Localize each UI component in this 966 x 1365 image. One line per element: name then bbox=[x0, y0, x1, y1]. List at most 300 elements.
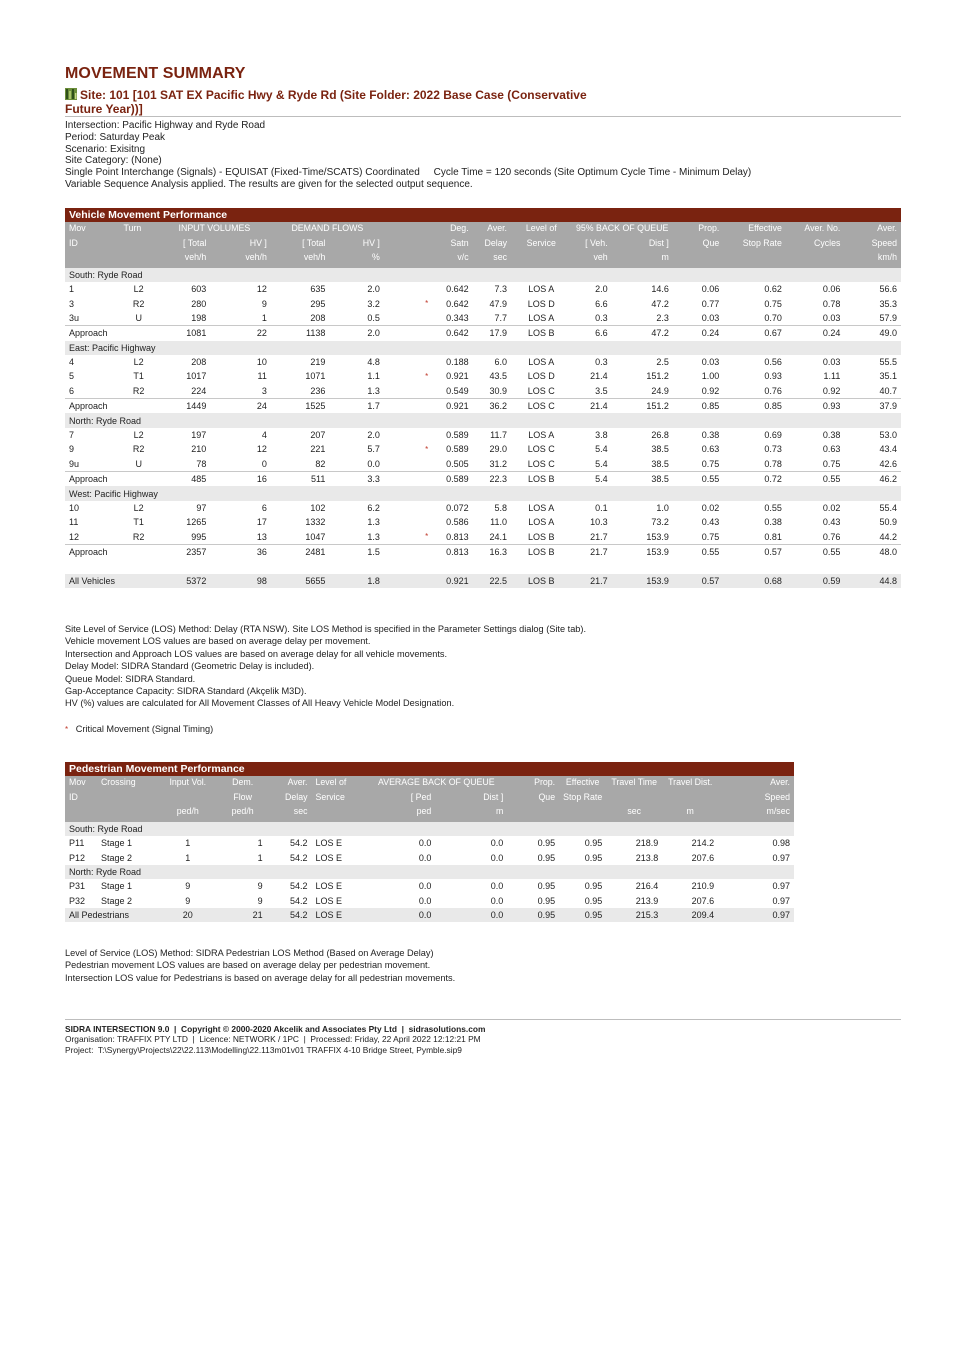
approach-total-row bbox=[65, 544, 901, 559]
pedestrian-data-cell: 54.2 bbox=[289, 881, 308, 892]
movement-id-cell: 9 bbox=[69, 444, 75, 455]
vehicle-data-cell: 1017 bbox=[186, 371, 207, 382]
critical-star-icon bbox=[384, 457, 428, 472]
vehicle-data-cell: 1081 bbox=[158, 326, 210, 341]
movement-id-cell: 11 bbox=[69, 517, 79, 528]
vehicle-data-cell: 0.56 bbox=[764, 357, 782, 368]
vehicle-data-cell: 153.9 bbox=[612, 544, 673, 559]
pedestrian-data-cell: 207.6 bbox=[691, 852, 715, 863]
movement-id-cell: 1 bbox=[69, 284, 75, 295]
vehicle-data-cell: 50.9 bbox=[879, 517, 897, 528]
pedestrian-data-cell: LOS E bbox=[315, 852, 343, 863]
vehicle-data-cell: 16 bbox=[210, 472, 271, 487]
vehicle-data-cell: 1.5 bbox=[329, 544, 383, 559]
critical-star-icon: * bbox=[65, 724, 69, 734]
pedestrian-header-cell: Speed bbox=[718, 792, 794, 806]
pedestrian-header-cell: ped/h bbox=[219, 806, 267, 821]
vehicle-data-cell: Approach bbox=[65, 326, 120, 341]
vehicle-data-cell: 46.2 bbox=[844, 472, 901, 487]
movement-id-cell: 3u bbox=[69, 312, 80, 323]
vehicle-data-cell: 0.63 bbox=[822, 444, 841, 455]
pedestrian-header-cell bbox=[559, 806, 606, 821]
pedestrian-header-cell bbox=[97, 806, 157, 821]
vehicle-data-cell: 5.4 bbox=[595, 458, 608, 469]
pedestrian-data-cell: 54.2 bbox=[289, 852, 308, 863]
vehicle-data-cell: 21.4 bbox=[590, 371, 608, 382]
pedestrian-data-cell: 20 bbox=[157, 908, 219, 922]
vehicle-data-cell: 78 bbox=[196, 458, 207, 469]
vehicle-data-cell: L2 bbox=[133, 357, 144, 368]
vehicle-data-cell: 0.549 bbox=[446, 385, 469, 396]
approach-name: South: Ryde Road bbox=[65, 822, 794, 836]
vehicle-data-cell: T1 bbox=[133, 517, 144, 528]
vehicle-data-cell: 0.55 bbox=[673, 472, 723, 487]
vehicle-data-cell: 208 bbox=[310, 312, 326, 323]
vehicle-data-cell: 56.6 bbox=[879, 284, 897, 295]
vehicle-data-cell: 219 bbox=[310, 357, 326, 368]
pedestrian-data-cell: P11 bbox=[69, 838, 85, 849]
pedestrian-data-cell: 21 bbox=[219, 908, 267, 922]
vehicle-header-cell: Dist ] bbox=[612, 238, 673, 252]
pedestrian-header-cell: Travel Dist. bbox=[662, 776, 718, 791]
critical-star-icon bbox=[384, 355, 428, 369]
pedestrian-data-cell: 0.0 bbox=[435, 908, 507, 922]
vehicle-data-cell: 1.1 bbox=[367, 371, 380, 382]
pedestrian-data-cell: 0.95 bbox=[537, 852, 556, 863]
vehicle-data-cell: 153.9 bbox=[612, 574, 673, 588]
vehicle-data-cell: 0.75 bbox=[701, 531, 720, 542]
vehicle-header-cell: v/c bbox=[384, 252, 473, 267]
vehicle-data-cell: 0.03 bbox=[701, 357, 720, 368]
vehicle-data-cell: 0.3 bbox=[595, 312, 608, 323]
vehicle-data-cell: 55.4 bbox=[879, 503, 897, 513]
vehicle-data-cell: 37.9 bbox=[844, 399, 901, 414]
vehicle-data-cell: 0.188 bbox=[446, 357, 469, 368]
info-scenario: Scenario: Exisitng bbox=[65, 143, 146, 155]
vehicle-data-cell: 0.1 bbox=[595, 503, 608, 513]
pedestrian-header-cell: sec bbox=[606, 806, 662, 821]
vehicle-header-cell: Deg. bbox=[384, 222, 473, 237]
critical-star-icon bbox=[384, 472, 428, 487]
note-los-method: Site Level of Service (LOS) Method: Delay (RTA NSW). Site LOS Method is specified in the Parameter Settings dialog (Site tab). bbox=[65, 624, 587, 634]
vehicle-table-title: Vehicle Movement Performance bbox=[65, 208, 901, 222]
pedestrian-table-banner bbox=[65, 762, 794, 776]
vehicle-data-cell: 0.642 bbox=[446, 284, 469, 295]
vehicle-data-cell: 0.93 bbox=[764, 371, 782, 382]
pedestrian-notes bbox=[65, 947, 455, 984]
vehicle-data-cell: LOS C bbox=[511, 399, 572, 414]
vehicle-header-cell: Cycles bbox=[786, 238, 845, 252]
vehicle-data-cell: 0.38 bbox=[822, 430, 841, 441]
vehicle-data-cell: T1 bbox=[133, 371, 144, 382]
approach-name: West: Pacific Highway bbox=[65, 486, 901, 500]
note-queue-model: Queue Model: SIDRA Standard. bbox=[65, 673, 196, 684]
critical-star-icon bbox=[384, 544, 428, 559]
pedestrian-data-cell: 214.2 bbox=[691, 838, 715, 849]
vehicle-data-cell: 0.55 bbox=[764, 503, 782, 513]
vehicle-data-cell: 5.4 bbox=[595, 444, 608, 455]
vehicle-data-cell: LOS A bbox=[528, 430, 555, 441]
vehicle-data-cell: 1.3 bbox=[367, 531, 380, 542]
vehicle-data-cell: 13 bbox=[256, 531, 267, 542]
vehicle-data-cell: 0.69 bbox=[764, 430, 782, 441]
vehicle-data-cell: 0.921 bbox=[446, 371, 469, 382]
vehicle-header-cell: Mov bbox=[65, 222, 120, 237]
note-movement-los: Vehicle movement LOS values are based on average delay per movement. bbox=[65, 636, 371, 647]
table-spacer bbox=[65, 559, 901, 573]
pedestrian-header-cell: Effective bbox=[559, 776, 606, 791]
vehicle-data-cell: 2357 bbox=[158, 544, 210, 559]
pedestrian-header-cell: Aver. bbox=[267, 776, 312, 791]
vehicle-approach-group bbox=[65, 341, 901, 355]
approach-total-row bbox=[65, 326, 901, 341]
pedestrian-data-cell: Stage 1 bbox=[100, 881, 132, 892]
table-row bbox=[65, 369, 901, 383]
vehicle-data-cell: 73.2 bbox=[651, 517, 669, 528]
vehicle-data-cell: 151.2 bbox=[646, 371, 669, 382]
vehicle-data-cell: 236 bbox=[310, 385, 326, 396]
info-period: Period: Saturday Peak bbox=[65, 131, 166, 143]
vehicle-data-cell: 3.8 bbox=[595, 430, 608, 441]
vehicle-data-cell: 4 bbox=[261, 430, 267, 441]
pedestrian-data-cell: 218.9 bbox=[635, 838, 659, 849]
pedestrian-header-cell: Delay bbox=[267, 792, 312, 806]
pedestrian-data-cell: 0.0 bbox=[490, 852, 504, 863]
pedestrian-data-cell: P12 bbox=[69, 852, 86, 863]
pedestrian-data-cell: P31 bbox=[69, 881, 86, 892]
vehicle-data-cell: 47.9 bbox=[489, 298, 507, 309]
vehicle-data-cell: 280 bbox=[191, 298, 207, 309]
info-control-type: Single Point Interchange (Signals) - EQUISAT (Fixed-Time/SCATS) Coordinated Cycle Time = 120 seconds (Site Optimum Cycle Time - Minimum Delay) bbox=[65, 167, 752, 179]
vehicle-data-cell: 82 bbox=[315, 458, 326, 469]
vehicle-data-cell: 57.9 bbox=[879, 312, 897, 323]
vehicle-data-cell: 0.70 bbox=[764, 312, 782, 323]
vehicle-header-cell: Effective bbox=[723, 222, 786, 237]
vehicle-data-cell: 3 bbox=[261, 385, 267, 396]
vehicle-approach-group bbox=[65, 413, 901, 427]
vehicle-data-cell: 224 bbox=[191, 385, 207, 396]
approach-name: East: Pacific Highway bbox=[65, 341, 901, 355]
vehicle-data-cell: 0.813 bbox=[446, 531, 469, 542]
site-title-line2: Future Year))] bbox=[65, 102, 143, 116]
vehicle-data-cell: 151.2 bbox=[612, 399, 673, 414]
vehicle-data-cell: LOS B bbox=[511, 472, 572, 487]
vehicle-data-cell bbox=[120, 544, 158, 559]
vehicle-data-cell: Approach bbox=[65, 472, 120, 487]
vehicle-data-cell: 7.3 bbox=[494, 284, 507, 295]
vehicle-data-cell: 4.8 bbox=[367, 357, 380, 368]
vehicle-data-cell: 2481 bbox=[271, 544, 330, 559]
vehicle-header-cell: [ Veh. bbox=[572, 238, 612, 252]
vehicle-header-cell: Level of bbox=[511, 222, 572, 237]
vehicle-data-cell: 208 bbox=[191, 357, 207, 368]
vehicle-data-cell: 1071 bbox=[305, 371, 326, 382]
vehicle-data-cell: 0.75 bbox=[764, 298, 782, 309]
vehicle-header-cell: INPUT VOLUMES bbox=[158, 222, 271, 237]
vehicle-data-cell bbox=[120, 574, 158, 588]
vehicle-data-cell: 0.76 bbox=[764, 385, 782, 396]
pedestrian-header-cell: ID bbox=[65, 792, 97, 806]
pedestrian-header-cell bbox=[312, 806, 366, 821]
table-row bbox=[65, 515, 901, 529]
table-row bbox=[65, 501, 901, 515]
vehicle-data-cell: 38.5 bbox=[651, 444, 669, 455]
report-footer bbox=[65, 1024, 485, 1055]
pedestrian-data-cell: 54.2 bbox=[289, 838, 308, 849]
table-row bbox=[65, 836, 794, 850]
vehicle-data-cell: 102 bbox=[310, 503, 326, 513]
note-hv-values: HV (%) values are calculated for All Movement Classes of All Heavy Vehicle Model Designation. bbox=[65, 698, 455, 709]
pedestrian-approach-group bbox=[65, 865, 794, 879]
vehicle-data-cell: 0.642 bbox=[446, 298, 469, 309]
vehicle-header-cell: 95% BACK OF QUEUE bbox=[572, 222, 673, 237]
vehicle-data-cell: 6.0 bbox=[494, 357, 507, 368]
vehicle-data-cell: 24.1 bbox=[489, 531, 507, 542]
vehicle-header-cell: veh/h bbox=[158, 252, 210, 267]
vehicle-data-cell: LOS A bbox=[528, 284, 555, 295]
vehicle-data-cell: 0.03 bbox=[822, 312, 841, 323]
vehicle-data-cell: 1525 bbox=[271, 399, 330, 414]
footer-organisation: Organisation: TRAFFIX PTY LTD | Licence: NETWORK / 1PC | Processed: Friday, 22 April 2022 12:12:21 PM bbox=[65, 1034, 481, 1045]
vehicle-data-cell: 6 bbox=[261, 503, 267, 513]
note-gap-acceptance: Gap-Acceptance Capacity: SIDRA Standard (Akçelik M3D). bbox=[65, 686, 307, 697]
vehicle-data-cell: LOS D bbox=[527, 371, 555, 382]
critical-star-icon bbox=[384, 501, 428, 515]
pedestrian-data-cell: 54.2 bbox=[289, 895, 308, 906]
pedestrian-approach-group bbox=[65, 822, 794, 836]
pedestrian-header-cell: Mov bbox=[65, 776, 97, 791]
vehicle-header-cell: sec bbox=[473, 252, 511, 267]
vehicle-header-cell: Delay bbox=[473, 238, 511, 252]
pedestrian-data-cell: 0.95 bbox=[507, 908, 559, 922]
vehicle-data-cell: 1138 bbox=[271, 326, 330, 341]
vehicle-data-cell: 11 bbox=[257, 371, 267, 382]
vehicle-header-cell: HV ] bbox=[210, 238, 271, 252]
vehicle-data-cell: 0.67 bbox=[723, 326, 786, 341]
vehicle-data-cell: 0.24 bbox=[673, 326, 723, 341]
vehicle-data-cell: 0.55 bbox=[786, 472, 845, 487]
approach-total-row bbox=[65, 472, 901, 487]
vehicle-data-cell: 11.7 bbox=[490, 430, 507, 441]
vehicle-data-cell: 55.5 bbox=[879, 357, 897, 368]
pedestrian-header-cell: Travel Time bbox=[606, 776, 662, 791]
vehicle-data-cell: 21.4 bbox=[572, 399, 612, 414]
site-title-line1: Site: 101 [101 SAT EX Pacific Hwy & Ryde Rd (Site Folder: 2022 Base Case (Conservative bbox=[80, 88, 587, 102]
footer-divider bbox=[65, 1019, 901, 1020]
pedestrian-header-cell bbox=[157, 792, 219, 806]
vehicle-data-cell: 1.7 bbox=[329, 399, 383, 414]
movement-id-cell: 9u bbox=[69, 458, 80, 469]
pedestrian-data-cell: 216.4 bbox=[635, 881, 659, 892]
vehicle-data-cell: 1.11 bbox=[823, 371, 841, 382]
pedestrian-data-cell: 1 bbox=[185, 838, 191, 849]
pedestrian-header-cell: sec bbox=[267, 806, 312, 821]
pedestrian-data-cell: 0.97 bbox=[772, 852, 790, 863]
pedestrian-header-cell: Stop Rate bbox=[559, 792, 606, 806]
pedestrian-data-cell: 0.95 bbox=[584, 881, 603, 892]
table-row bbox=[65, 311, 901, 326]
pedestrian-data-cell: 0.97 bbox=[772, 895, 790, 906]
vehicle-data-cell: 30.9 bbox=[489, 385, 507, 396]
approach-name: North: Ryde Road bbox=[65, 413, 901, 427]
table-row bbox=[65, 530, 901, 545]
pedestrian-data-cell: 0.97 bbox=[772, 881, 790, 892]
pedestrian-header-cell: AVERAGE BACK OF QUEUE bbox=[365, 776, 507, 791]
table-row bbox=[65, 296, 901, 310]
vehicle-data-cell: 0.59 bbox=[786, 574, 845, 588]
vehicle-data-cell: 36.2 bbox=[473, 399, 511, 414]
critical-star-icon: * bbox=[425, 371, 429, 381]
pedestrian-data-cell: 0.0 bbox=[365, 908, 435, 922]
vehicle-data-cell: 36 bbox=[210, 544, 271, 559]
vehicle-data-cell: 7.7 bbox=[494, 312, 507, 323]
vehicle-header-cell: Stop Rate bbox=[723, 238, 786, 252]
vehicle-data-cell: 1.3 bbox=[367, 385, 380, 396]
vehicle-data-cell: 511 bbox=[271, 472, 330, 487]
movement-id-cell: 4 bbox=[69, 357, 75, 368]
vehicle-data-cell: 17.9 bbox=[473, 326, 511, 341]
title-divider bbox=[65, 116, 901, 117]
vehicle-data-cell: 0.93 bbox=[786, 399, 845, 414]
vehicle-data-cell: 0.38 bbox=[764, 517, 782, 528]
vehicle-data-cell: LOS C bbox=[527, 385, 555, 396]
pedestrian-data-cell: 215.3 bbox=[606, 908, 662, 922]
vehicle-data-cell: 0.072 bbox=[446, 503, 469, 513]
pedestrian-data-cell: All Pedestrians bbox=[65, 908, 157, 922]
vehicle-data-cell: 0.78 bbox=[764, 458, 782, 469]
vehicle-data-cell: 0.78 bbox=[822, 298, 841, 309]
vehicle-data-cell: LOS C bbox=[527, 458, 555, 469]
movement-id-cell: 10 bbox=[69, 503, 80, 513]
pedestrian-header-cell: ped bbox=[365, 806, 435, 821]
vehicle-data-cell: 2.3 bbox=[656, 312, 669, 323]
pedestrian-data-cell: 9 bbox=[185, 895, 191, 906]
vehicle-data-cell: 0.55 bbox=[673, 544, 723, 559]
all-pedestrians-row bbox=[65, 908, 794, 922]
approach-name: South: Ryde Road bbox=[65, 268, 901, 282]
approach-total-row bbox=[65, 399, 901, 414]
vehicle-data-cell: 0.589 bbox=[446, 444, 469, 455]
vehicle-data-cell: 97 bbox=[196, 503, 207, 513]
vehicle-data-cell: Approach bbox=[65, 544, 120, 559]
vehicle-table-banner bbox=[65, 208, 901, 222]
vehicle-notes bbox=[65, 623, 586, 736]
vehicle-data-cell: 22 bbox=[210, 326, 271, 341]
vehicle-data-cell: 0.85 bbox=[723, 399, 786, 414]
critical-star-icon bbox=[384, 384, 428, 399]
pedestrian-data-cell: LOS E bbox=[315, 881, 343, 892]
pedestrian-header-cell bbox=[507, 806, 559, 821]
pedestrian-header-cell bbox=[606, 792, 662, 806]
movement-id-cell: 3 bbox=[69, 298, 75, 309]
vehicle-header-cell: Aver. bbox=[844, 222, 901, 237]
vehicle-header-cell: Aver. No. bbox=[786, 222, 845, 237]
vehicle-data-cell: 1.3 bbox=[367, 517, 380, 528]
table-spacer-cell bbox=[65, 559, 901, 573]
pedestrian-data-cell: Stage 2 bbox=[100, 895, 132, 906]
vehicle-header-cell: Aver. bbox=[473, 222, 511, 237]
vehicle-data-cell: 0.63 bbox=[701, 444, 720, 455]
vehicle-header-cell: DEMAND FLOWS bbox=[271, 222, 384, 237]
vehicle-data-cell: 49.0 bbox=[844, 326, 901, 341]
critical-star-icon bbox=[384, 282, 428, 296]
vehicle-header-cell: Turn bbox=[120, 222, 158, 237]
vehicle-data-cell: 603 bbox=[191, 284, 207, 295]
vehicle-header-cell bbox=[120, 238, 158, 252]
vehicle-data-cell: 24.9 bbox=[651, 385, 669, 396]
vehicle-data-cell: 5.4 bbox=[572, 472, 612, 487]
vehicle-data-cell: 198 bbox=[191, 312, 207, 323]
vehicle-data-cell: 0.24 bbox=[786, 326, 845, 341]
pedestrian-data-cell: P32 bbox=[69, 895, 86, 906]
vehicle-header-cell: Satn bbox=[384, 238, 473, 252]
vehicle-data-cell: 0.06 bbox=[822, 284, 841, 295]
table-row bbox=[65, 442, 901, 456]
vehicle-data-cell: L2 bbox=[133, 503, 144, 513]
vehicle-header-cell: [ Total bbox=[271, 238, 330, 252]
pedestrian-data-cell: 0.0 bbox=[418, 852, 432, 863]
pedestrian-header-cell bbox=[662, 792, 718, 806]
vehicle-data-cell: 17 bbox=[256, 517, 267, 528]
vehicle-data-cell: 0.586 bbox=[446, 517, 469, 528]
vehicle-data-cell: 2.0 bbox=[367, 284, 380, 295]
info-intersection: Intersection: Pacific Highway and Ryde Road bbox=[65, 120, 266, 131]
vehicle-data-cell: 0.73 bbox=[764, 444, 782, 455]
vehicle-data-cell: 485 bbox=[158, 472, 210, 487]
vehicle-data-cell: 24 bbox=[210, 399, 271, 414]
vehicle-data-cell: 0.43 bbox=[822, 517, 841, 528]
pedestrian-data-cell: 0.95 bbox=[559, 908, 606, 922]
vehicle-data-cell: 0.02 bbox=[701, 503, 720, 513]
pedestrian-header-cell: Dist ] bbox=[435, 792, 507, 806]
vehicle-data-cell: 40.7 bbox=[879, 385, 897, 396]
vehicle-header-cell: Speed bbox=[844, 238, 901, 252]
vehicle-data-cell: 0.81 bbox=[764, 531, 782, 542]
vehicle-data-cell: 12 bbox=[256, 284, 267, 295]
pedestrian-data-cell: 0.0 bbox=[418, 895, 432, 906]
pedestrian-data-cell: 0.95 bbox=[537, 895, 556, 906]
vehicle-data-cell: 0.02 bbox=[822, 503, 841, 513]
vehicle-data-cell: 635 bbox=[310, 284, 326, 295]
vehicle-data-cell: 3.5 bbox=[595, 385, 608, 396]
pedestrian-header-cell: Service bbox=[312, 792, 366, 806]
vehicle-header-row bbox=[65, 238, 901, 252]
table-row bbox=[65, 282, 901, 296]
pedestrian-data-cell: LOS E bbox=[312, 908, 366, 922]
vehicle-data-cell: 0.3 bbox=[595, 357, 608, 368]
pedestrian-data-cell: 0.95 bbox=[537, 881, 556, 892]
vehicle-data-cell: 0.57 bbox=[673, 574, 723, 588]
vehicle-performance-table bbox=[65, 208, 901, 588]
vehicle-data-cell: 3.2 bbox=[367, 298, 380, 309]
vehicle-data-cell: 0.38 bbox=[701, 430, 720, 441]
vehicle-data-cell: R2 bbox=[132, 385, 145, 396]
pedestrian-data-cell: 0.0 bbox=[418, 881, 432, 892]
table-row bbox=[65, 894, 794, 908]
vehicle-data-cell: 3.3 bbox=[329, 472, 383, 487]
vehicle-data-cell: 0.77 bbox=[701, 298, 720, 309]
pedestrian-data-cell: 0.95 bbox=[584, 852, 603, 863]
pedestrian-data-cell: 213.8 bbox=[635, 852, 659, 863]
pedestrian-data-cell: 0.0 bbox=[490, 895, 504, 906]
vehicle-data-cell: 44.8 bbox=[844, 574, 901, 588]
vehicle-data-cell bbox=[120, 399, 158, 414]
vehicle-data-cell: 995 bbox=[191, 531, 207, 542]
vehicle-data-cell: 221 bbox=[310, 444, 326, 455]
vehicle-data-cell: 207 bbox=[310, 430, 326, 441]
vehicle-header-cell: ID bbox=[65, 238, 120, 252]
vehicle-data-cell: 5655 bbox=[271, 574, 330, 588]
